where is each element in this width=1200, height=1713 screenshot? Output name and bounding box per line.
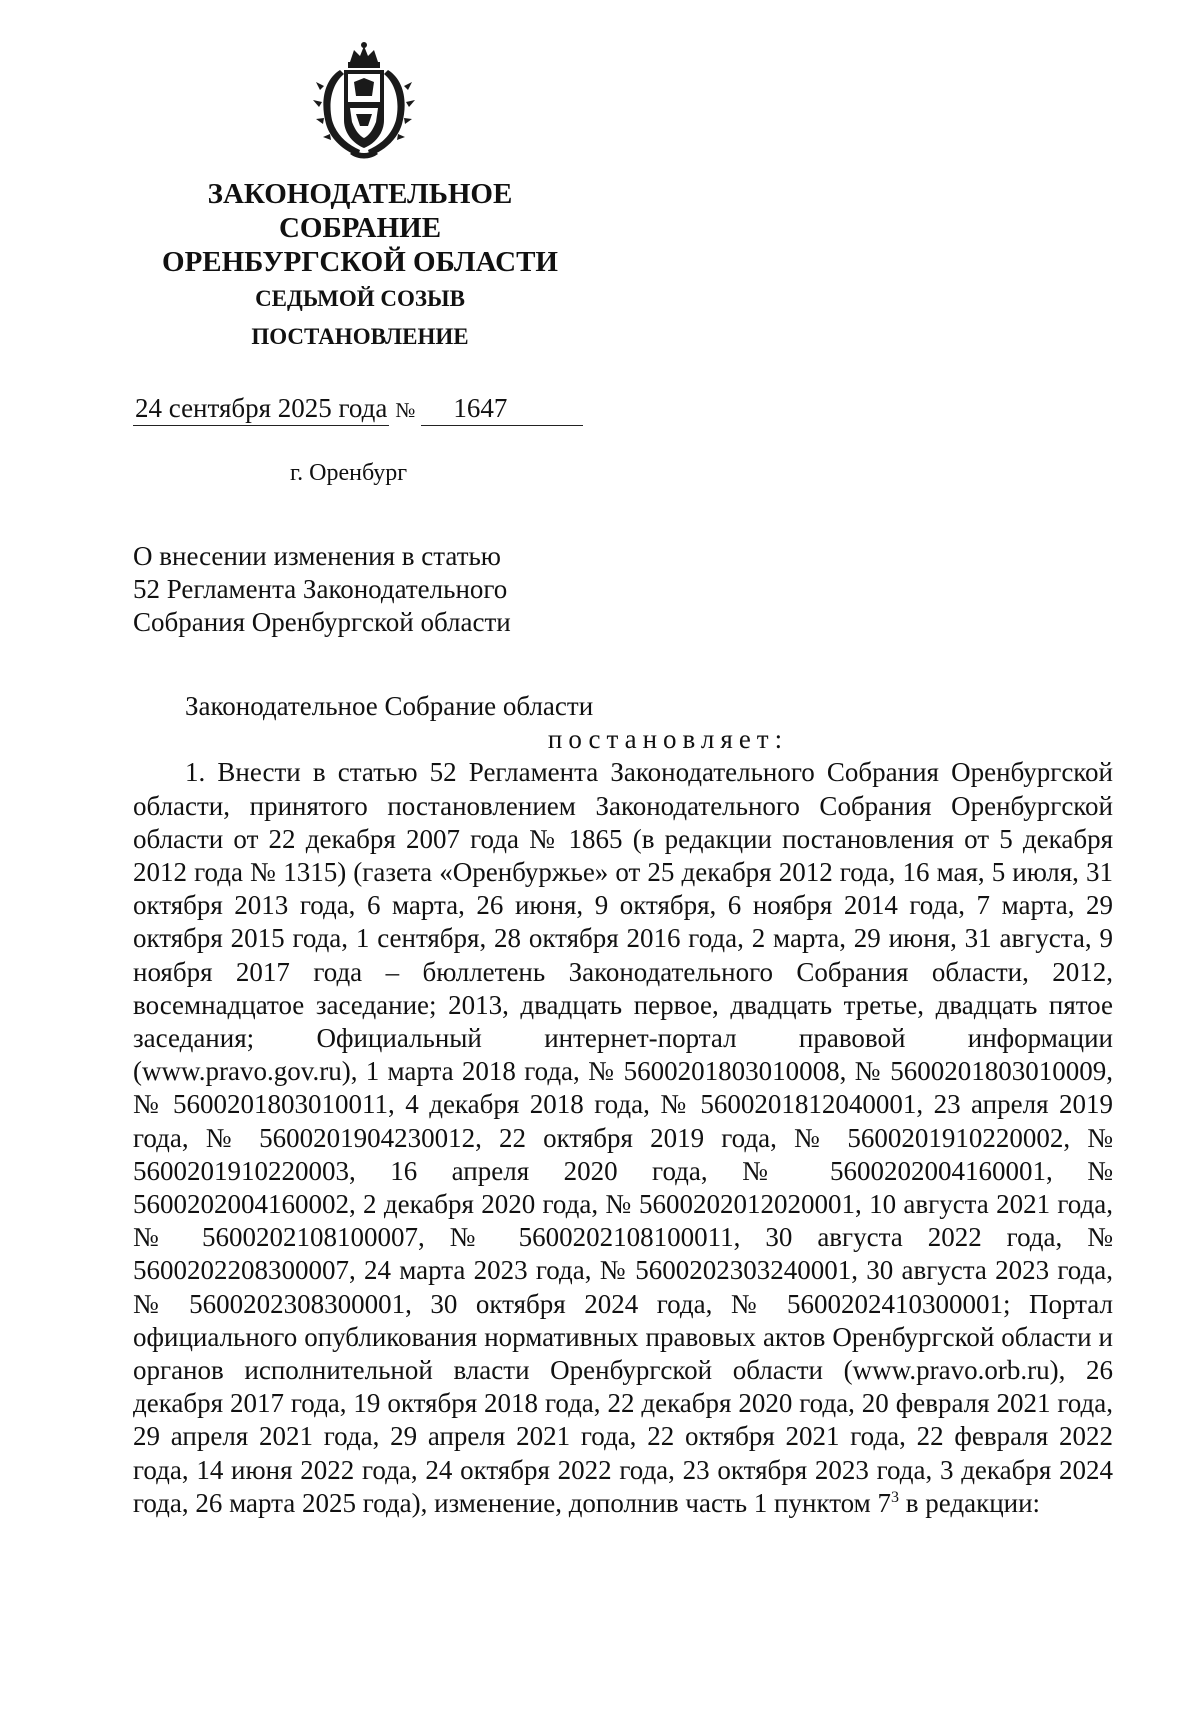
subject-line2: 52 Регламента Законодательного: [133, 574, 508, 604]
document-subject: [133, 540, 553, 639]
date-number-line: [133, 392, 583, 426]
paragraph-1-main: 1. Внести в статью 52 Регламента Законодательного Собрания Оренбургской области, принятого постановлением Законодательного Собрания Оренбургской области от 22 декабря 2007 года № 1865 (в редакции постановления от 5 декабря 2012 года № 1315) (газета «Оренбуржье» от 25 декабря 2012 года, 16 мая, 5 июля, 31 октября 2013 года, 6 марта, 26 июня, 9 октября, 6 ноября 2014 года, 7 марта, 29 октября 2015 года, 1 сентября, 28 октября 2016 года, 2 марта, 29 июня, 31 августа, 9 ноября 2017 года – бюллетень Законодательного Собрания области, 2012, восемнадцатое заседание; 2013, двадцать первое, двадцать третье, двадцать пятое заседания; Официальный интернет-портал правовой информации (www.pravo.gov.ru), 1 марта 2018 года, № 5600201803010008, № 5600201803010009, № 5600201803010011, 4 декабря 2018 года, № 5600201812040001, 23 апреля 2019 года, № 5600201904230012, 22 октября 2019 года, № 5600201910220002, № 5600201910220003, 16 апреля 2020 года, № 5600202004160001, № 5600202004160002, 2 декабря 2020 года, № 5600202012020001, 10 августа 2021 года, № 5600202108100007, № 5600202108100011, 30 августа 2022 года, № 5600202208300007, 24 марта 2023 года, № 5600202303240001, 30 августа 2023 года, № 5600202308300001, 30 октября 2024 года, № 5600202410300001; Портал официального опубликования нормативных правовых актов Оренбургской области и органов исполнительной власти Оренбургской области (www.pravo.orb.ru), 26 декабря 2017 года, 19 октября 2018 года, 22 декабря 2020 года, 20 февраля 2021 года, 29 апреля 2021 года, 29 апреля 2021 года, 22 октября 2021 года, 22 февраля 2022 года, 14 июня 2022 года, 24 октября 2022 года, 23 октября 2023 года, 3 декабря 2024 года, 26 марта 2025 года), изменение, дополнив часть 1 пунктом 7: [133, 757, 1113, 1518]
document-type: ПОСТАНОВЛЕНИЕ: [251, 324, 469, 349]
document-number: 1647: [421, 392, 583, 426]
org-name-line2: СОБРАНИЕ: [278, 212, 442, 244]
paragraph-1: [133, 756, 1113, 1520]
city: г. Оренбург: [290, 460, 408, 486]
org-name-line3: ОРЕНБУРГСКОЙ ОБЛАСТИ: [162, 246, 558, 278]
org-name-line1: ЗАКОНОДАТЕЛЬНОЕ: [207, 178, 513, 210]
decree-word: постановляет:: [547, 724, 789, 755]
intro-text: Законодательное Собрание области: [185, 691, 594, 721]
convocation: СЕДЬМОЙ СОЗЫВ: [255, 286, 465, 311]
subject-line1: О внесении изменения в статью: [133, 541, 501, 571]
document-body: [133, 690, 1113, 1520]
coat-of-arms-icon: [310, 40, 418, 162]
number-sign: №: [395, 398, 416, 422]
document-date: 24 сентября 2025 года: [133, 392, 389, 426]
subject-line3: Собрания Оренбургской области: [133, 607, 511, 637]
paragraph-1-superscript: 3: [890, 1488, 899, 1506]
paragraph-1-tail: в редакции:: [898, 1487, 1041, 1518]
